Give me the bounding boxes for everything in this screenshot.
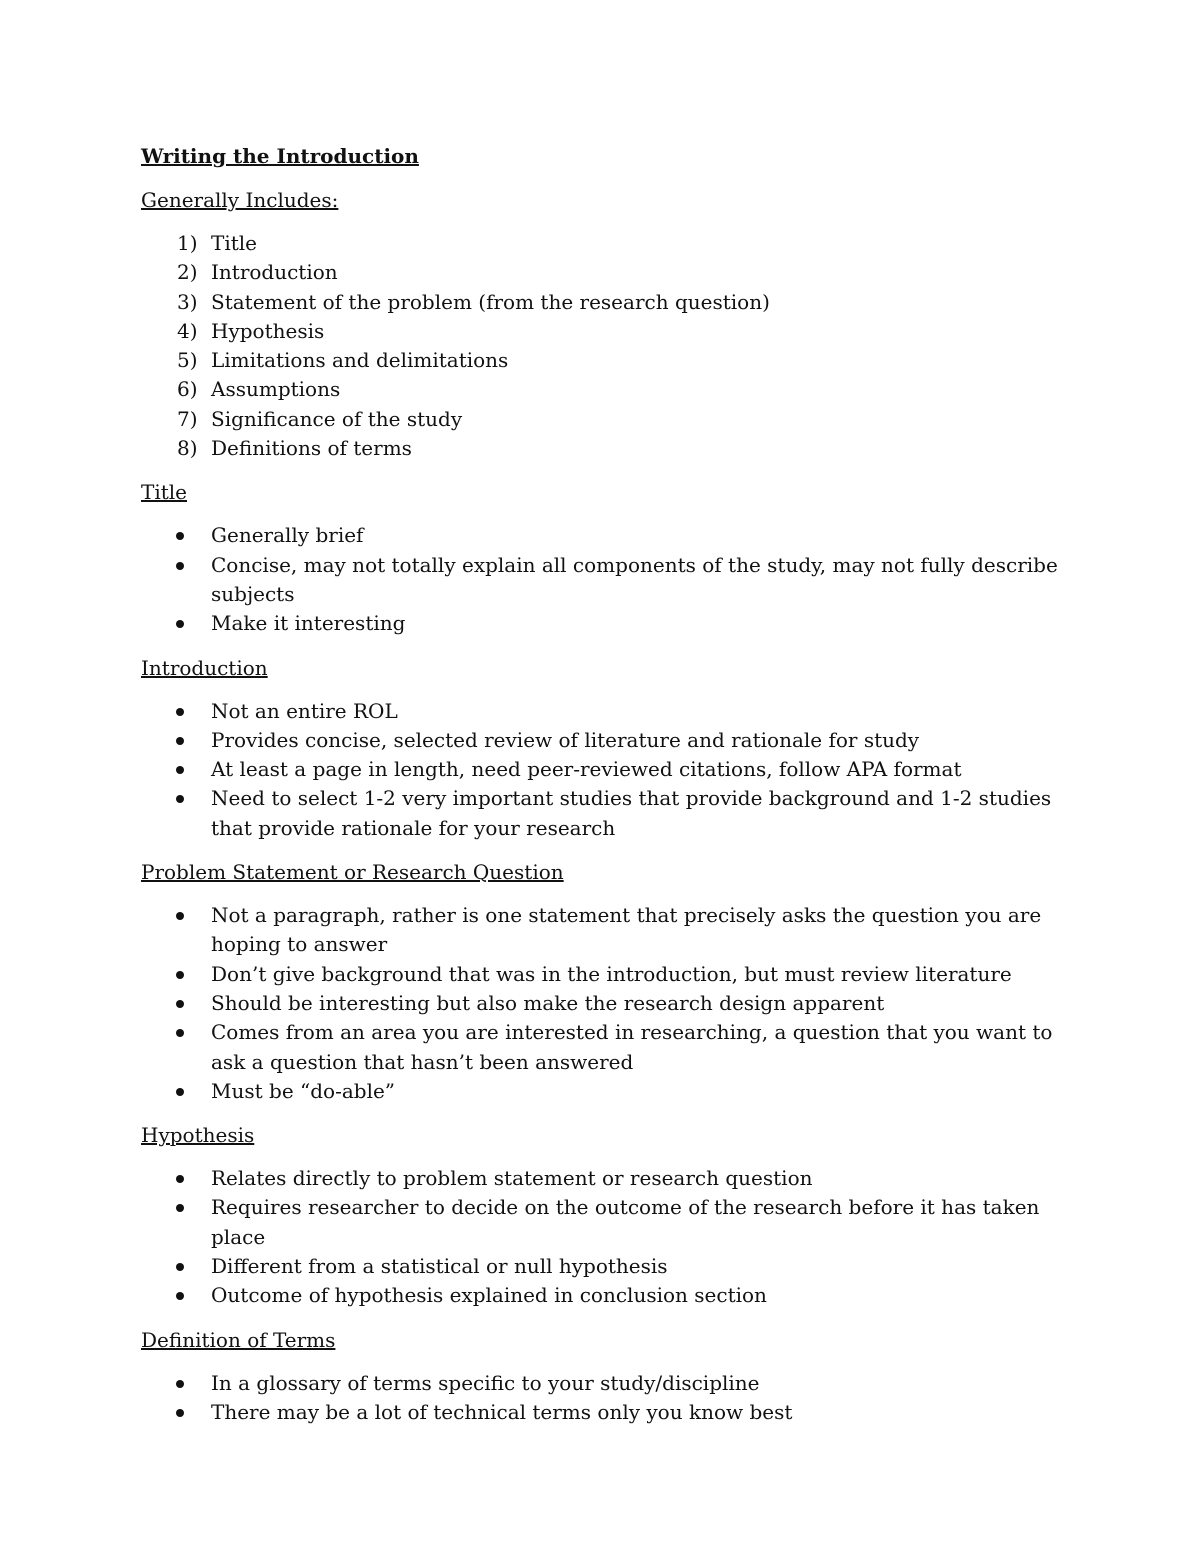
bullet-list-introduction [141, 697, 1071, 843]
bullet-icon [176, 620, 184, 628]
bullet-icon [176, 1263, 184, 1271]
list-number: 8) [177, 436, 198, 461]
bullet-icon [176, 1380, 184, 1388]
list-item-text: Not a paragraph, rather is one statement that precisely asks the question you are hoping to answer [211, 903, 1042, 957]
list-item-text: There may be a lot of technical terms only you know best [211, 1399, 793, 1424]
list-item [141, 784, 1071, 843]
bullet-list-problem-statement [141, 901, 1071, 1106]
bullet-icon [176, 562, 184, 570]
list-item [141, 1077, 1071, 1106]
list-item-text: Assumptions [211, 377, 341, 402]
list-item [141, 697, 1071, 726]
bullet-icon [176, 795, 184, 803]
list-item [141, 960, 1071, 989]
bullet-icon [176, 1029, 184, 1037]
list-item [141, 551, 1071, 610]
bullet-icon [176, 1175, 184, 1183]
bullet-icon [176, 532, 184, 540]
list-item [141, 726, 1071, 755]
list-item [141, 901, 1071, 960]
list-item-text: Limitations and delimitations [211, 348, 509, 373]
list-item [141, 317, 1071, 346]
section-heading-hypothesis: Hypothesis [141, 1123, 255, 1148]
list-item [141, 521, 1071, 550]
bullet-icon [176, 1204, 184, 1212]
list-item-text: Make it interesting [211, 611, 406, 636]
list-item-text: Should be interesting but also make the research design apparent [211, 990, 885, 1015]
list-item [141, 989, 1071, 1018]
list-item [141, 1281, 1071, 1310]
bullet-icon [176, 708, 184, 716]
list-item-text: Concise, may not totally explain all components of the study, may not fully describe subjects [211, 552, 1058, 606]
list-item [141, 258, 1071, 287]
list-item-text: Comes from an area you are interested in researching, a question that you want to ask a question that hasn’t been answered [211, 1020, 1053, 1074]
bullet-icon [176, 1409, 184, 1417]
section-heading-definition-of-terms: Definition of Terms [141, 1327, 336, 1352]
list-item-text: Provides concise, selected review of literature and rationale for study [211, 727, 920, 752]
list-item-text: In a glossary of terms specific to your study/discipline [211, 1370, 760, 1395]
list-item-text: Different from a statistical or null hypothesis [211, 1254, 668, 1279]
list-item-text: Relates directly to problem statement or research question [211, 1166, 813, 1191]
list-number: 5) [177, 348, 198, 373]
list-item-text: Must be “do-able” [211, 1078, 396, 1103]
list-number: 6) [177, 377, 198, 402]
list-number: 1) [177, 231, 198, 255]
list-item-text: Outcome of hypothesis explained in conclusion section [211, 1283, 767, 1308]
list-item-text: Introduction [211, 260, 338, 285]
list-item-text: Statement of the problem (from the research question) [211, 289, 770, 314]
bullet-list-definition-of-terms [141, 1369, 1071, 1428]
list-item [141, 1369, 1071, 1398]
bullet-icon [176, 766, 184, 774]
list-item-text: Significance of the study [211, 406, 463, 431]
bullet-icon [176, 912, 184, 920]
list-item [141, 1193, 1071, 1252]
list-number: 3) [177, 289, 198, 314]
bullet-icon [176, 1000, 184, 1008]
list-item [141, 229, 1071, 258]
list-item-text: Not an entire ROL [211, 698, 398, 723]
list-item-text: Title [211, 231, 258, 255]
list-item-text: Requires researcher to decide on the outcome of the research before it has taken place [211, 1195, 1040, 1249]
section-heading-problem-statement: Problem Statement or Research Question [141, 860, 564, 885]
list-item [141, 346, 1071, 375]
list-item [141, 1164, 1071, 1193]
list-item [141, 405, 1071, 434]
bullet-icon [176, 1088, 184, 1096]
bullet-list-hypothesis [141, 1164, 1071, 1310]
list-number: 2) [177, 260, 198, 285]
includes-heading: Generally Includes: [141, 188, 339, 212]
bullet-icon [176, 1292, 184, 1300]
list-item [141, 609, 1071, 638]
list-item-text: Generally brief [211, 523, 364, 548]
document-page [141, 141, 1071, 1427]
section-heading-title: Title [141, 480, 188, 505]
bullet-icon [176, 737, 184, 745]
list-item [141, 1018, 1071, 1077]
list-item-text: Hypothesis [211, 318, 325, 343]
bullet-list-title [141, 521, 1071, 638]
list-number: 7) [177, 406, 198, 431]
list-item [141, 1252, 1071, 1281]
list-item [141, 755, 1071, 784]
list-item-text: At least a page in length, need peer-reviewed citations, follow APA format [211, 757, 962, 782]
list-item-text: Need to select 1-2 very important studies that provide background and 1-2 studies that provide rationale for your research [211, 786, 1052, 840]
bullet-icon [176, 971, 184, 979]
list-item [141, 375, 1071, 404]
includes-list [141, 229, 1071, 463]
list-number: 4) [177, 318, 198, 343]
list-item-text: Don’t give background that was in the introduction, but must review literature [211, 961, 1012, 986]
section-heading-introduction: Introduction [141, 655, 268, 680]
list-item-text: Definitions of terms [211, 436, 412, 461]
list-item [141, 1398, 1071, 1427]
list-item [141, 434, 1071, 463]
page-title: Writing the Introduction [141, 144, 419, 168]
list-item [141, 288, 1071, 317]
